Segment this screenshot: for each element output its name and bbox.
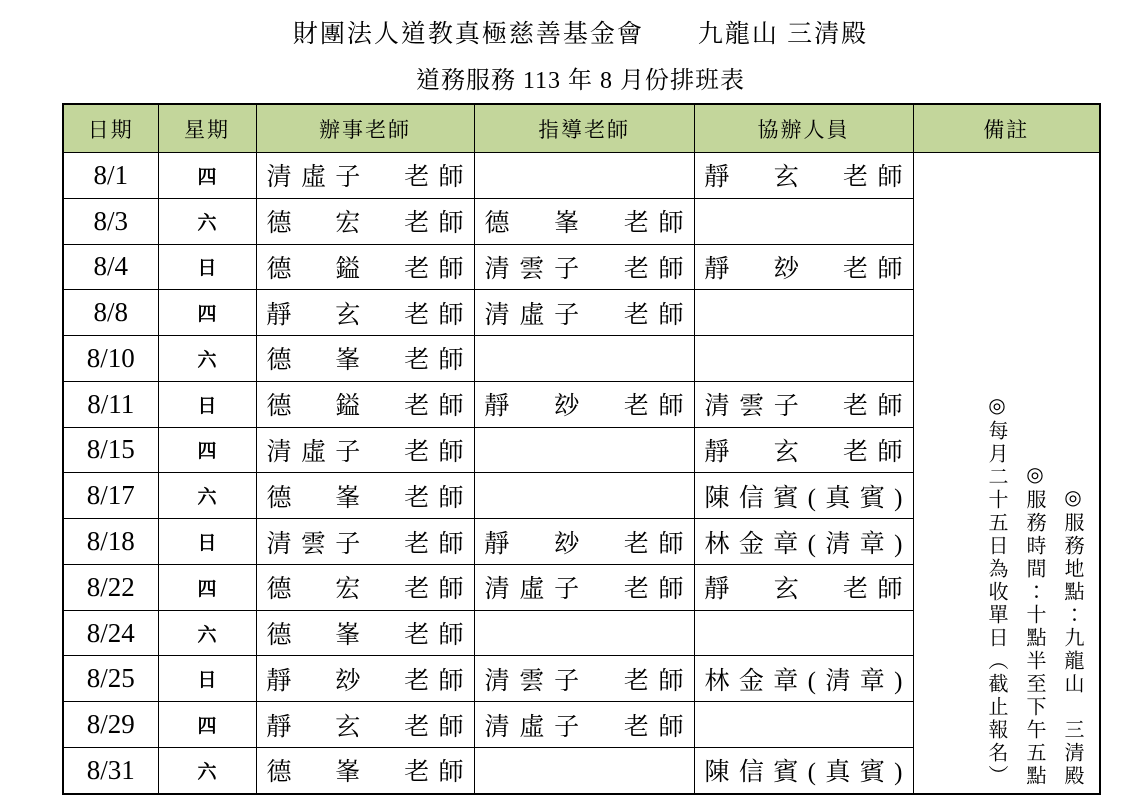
date-cell: 8/22 [63,564,158,610]
advisor-cell: 靜 玅 老師 [474,519,694,565]
weekday-cell: 六 [158,336,256,382]
officiant-cell: 靜 玄 老師 [256,702,474,748]
advisor-cell: 清虛子 老師 [474,702,694,748]
duty-schedule-table [62,103,1101,795]
advisor-cell: 清虛子 老師 [474,564,694,610]
assistant-cell [694,198,913,244]
officiant-cell: 德 峯 老師 [256,610,474,656]
officiant-cell: 靜 玄 老師 [256,290,474,336]
date-cell: 8/25 [63,656,158,702]
date-cell: 8/15 [63,427,158,473]
date-cell: 8/29 [63,702,158,748]
officiant-cell: 清虛子 老師 [256,153,474,199]
weekday-cell: 四 [158,702,256,748]
officiant-cell: 德 峯 老師 [256,747,474,794]
remark-deadline: ◎每月二十五日為收單日（截止報名） [985,393,1007,788]
assistant-cell [694,702,913,748]
weekday-cell: 日 [158,656,256,702]
weekday-cell: 六 [158,610,256,656]
assistant-cell: 靜 玅 老師 [694,244,913,290]
date-cell: 8/1 [63,153,158,199]
officiant-cell: 德 峯 老師 [256,336,474,382]
advisor-cell [474,336,694,382]
remarks-vertical-text [977,163,1091,788]
assistant-cell: 靜 玄 老師 [694,153,913,199]
weekday-cell: 日 [158,244,256,290]
assistant-cell [694,610,913,656]
advisor-cell: 靜 玅 老師 [474,381,694,427]
officiant-cell: 德 宏 老師 [256,198,474,244]
date-cell: 8/10 [63,336,158,382]
header-officiant-teacher: 辦事老師 [256,104,474,153]
advisor-cell [474,610,694,656]
officiant-cell: 德 峯 老師 [256,473,474,519]
advisor-cell [474,747,694,794]
weekday-cell: 四 [158,427,256,473]
assistant-cell: 林金章(清章) [694,656,913,702]
date-cell: 8/31 [63,747,158,794]
officiant-cell: 德 鎰 老師 [256,381,474,427]
date-cell: 8/3 [63,198,158,244]
header-advisor-teacher: 指導老師 [474,104,694,153]
header-weekday: 星期 [158,104,256,153]
officiant-cell: 清雲子 老師 [256,519,474,565]
header-assistant-staff: 協辦人員 [694,104,913,153]
officiant-cell: 德 鎰 老師 [256,244,474,290]
advisor-cell [474,153,694,199]
weekday-cell: 四 [158,564,256,610]
header-date: 日期 [63,104,158,153]
page-subtitle: 道務服務 113 年 8 月份排班表 [415,68,746,94]
advisor-cell [474,473,694,519]
date-cell: 8/4 [63,244,158,290]
date-cell: 8/8 [63,290,158,336]
date-cell: 8/17 [63,473,158,519]
remarks-cell [913,153,1100,795]
header-remarks: 備註 [913,104,1100,153]
advisor-cell [474,427,694,473]
advisor-cell: 清雲子 老師 [474,244,694,290]
assistant-cell: 靜 玄 老師 [694,564,913,610]
remark-service-hours: ◎服務時間：十點半至下午五點 [1023,462,1045,788]
advisor-cell: 德 峯 老師 [474,198,694,244]
assistant-cell [694,290,913,336]
remark-service-location: ◎服務地點：九龍山 三清殿 [1061,485,1083,788]
date-cell: 8/24 [63,610,158,656]
officiant-cell: 清虛子 老師 [256,427,474,473]
table-row [63,153,1100,199]
assistant-cell: 林金章(清章) [694,519,913,565]
advisor-cell: 清雲子 老師 [474,656,694,702]
page-title: 財團法人道教真極慈善基金會 九龍山 三清殿 [292,21,869,48]
assistant-cell: 陳信賓(真賓) [694,473,913,519]
assistant-cell: 陳信賓(真賓) [694,747,913,794]
header-row [63,104,1100,153]
weekday-cell: 六 [158,473,256,519]
weekday-cell: 六 [158,747,256,794]
weekday-cell: 四 [158,153,256,199]
officiant-cell: 德 宏 老師 [256,564,474,610]
date-cell: 8/18 [63,519,158,565]
officiant-cell: 靜 玅 老師 [256,656,474,702]
weekday-cell: 六 [158,198,256,244]
weekday-cell: 四 [158,290,256,336]
assistant-cell [694,336,913,382]
weekday-cell: 日 [158,381,256,427]
weekday-cell: 日 [158,519,256,565]
assistant-cell: 靜 玄 老師 [694,427,913,473]
date-cell: 8/11 [63,381,158,427]
advisor-cell: 清虛子 老師 [474,290,694,336]
assistant-cell: 清雲子 老師 [694,381,913,427]
